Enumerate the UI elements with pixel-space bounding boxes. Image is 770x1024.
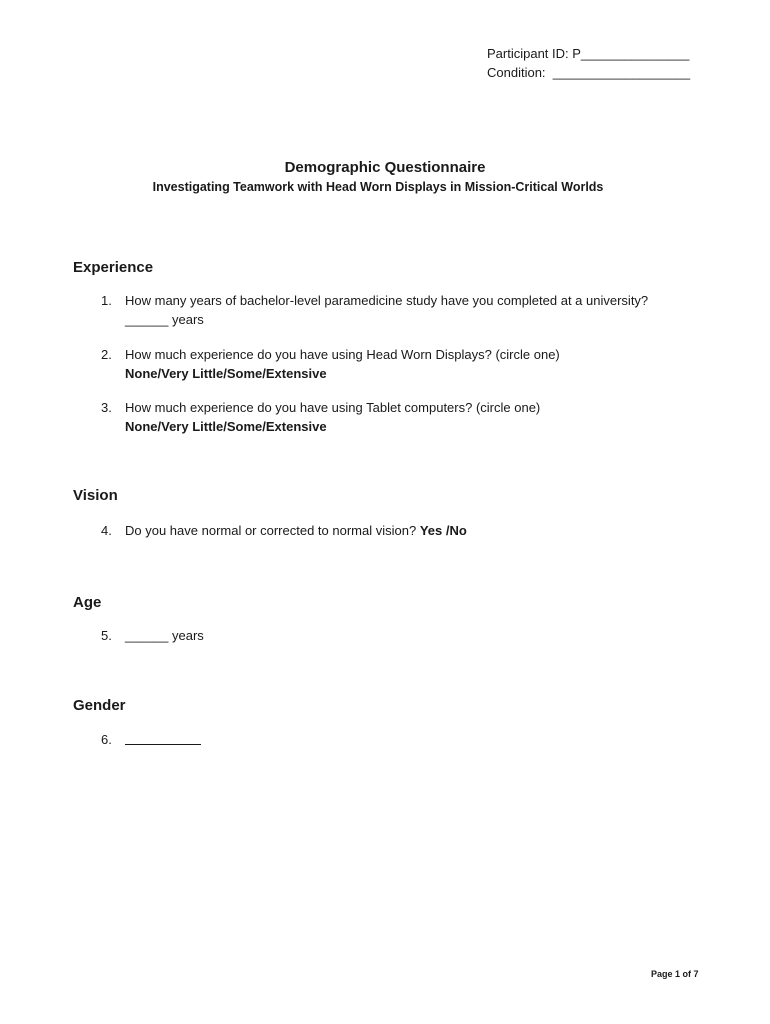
gender-answer-field[interactable] <box>125 731 201 745</box>
document-title-block <box>0 158 770 196</box>
question-text: How much experience do you have using Tablet computers? (circle one) <box>125 400 541 415</box>
question-body <box>125 522 665 541</box>
document-subtitle: Investigating Teamwork with Head Worn Displays in Mission-Critical Worlds <box>152 180 604 194</box>
question-number: 4. <box>101 523 112 538</box>
participant-id-field[interactable]: Participant ID: P_______________ <box>487 46 690 61</box>
question-number: 6. <box>101 732 112 747</box>
question-number: 3. <box>101 400 112 415</box>
participant-fields <box>487 44 690 82</box>
question-number: 5. <box>101 628 112 643</box>
answer-options[interactable]: None/Very Little/Some/Extensive <box>125 418 327 434</box>
age-answer-field[interactable]: ______ years <box>125 628 204 643</box>
question-body <box>125 399 665 436</box>
section-heading-gender: Gender <box>73 697 126 714</box>
question-body <box>125 731 665 751</box>
question-text: How much experience do you have using Head Worn Displays? (circle one) <box>125 347 560 362</box>
answer-options[interactable]: Yes /No <box>419 523 467 538</box>
section-heading-experience: Experience <box>73 259 154 276</box>
question-text[interactable]: How many years of bachelor-level paramedicine study have you completed at a university? ______ years <box>125 293 649 327</box>
question-text: Do you have normal or corrected to normal vision? <box>125 523 420 538</box>
condition-field[interactable]: Condition: ___________________ <box>487 65 691 80</box>
question-body <box>125 346 665 383</box>
section-heading-vision: Vision <box>73 487 118 504</box>
question-number: 1. <box>101 293 112 308</box>
document-title: Demographic Questionnaire <box>284 159 486 176</box>
page-number: Page 1 of 7 <box>651 969 699 979</box>
answer-options[interactable]: None/Very Little/Some/Extensive <box>125 365 327 381</box>
question-number: 2. <box>101 347 112 362</box>
section-heading-age: Age <box>73 594 102 611</box>
